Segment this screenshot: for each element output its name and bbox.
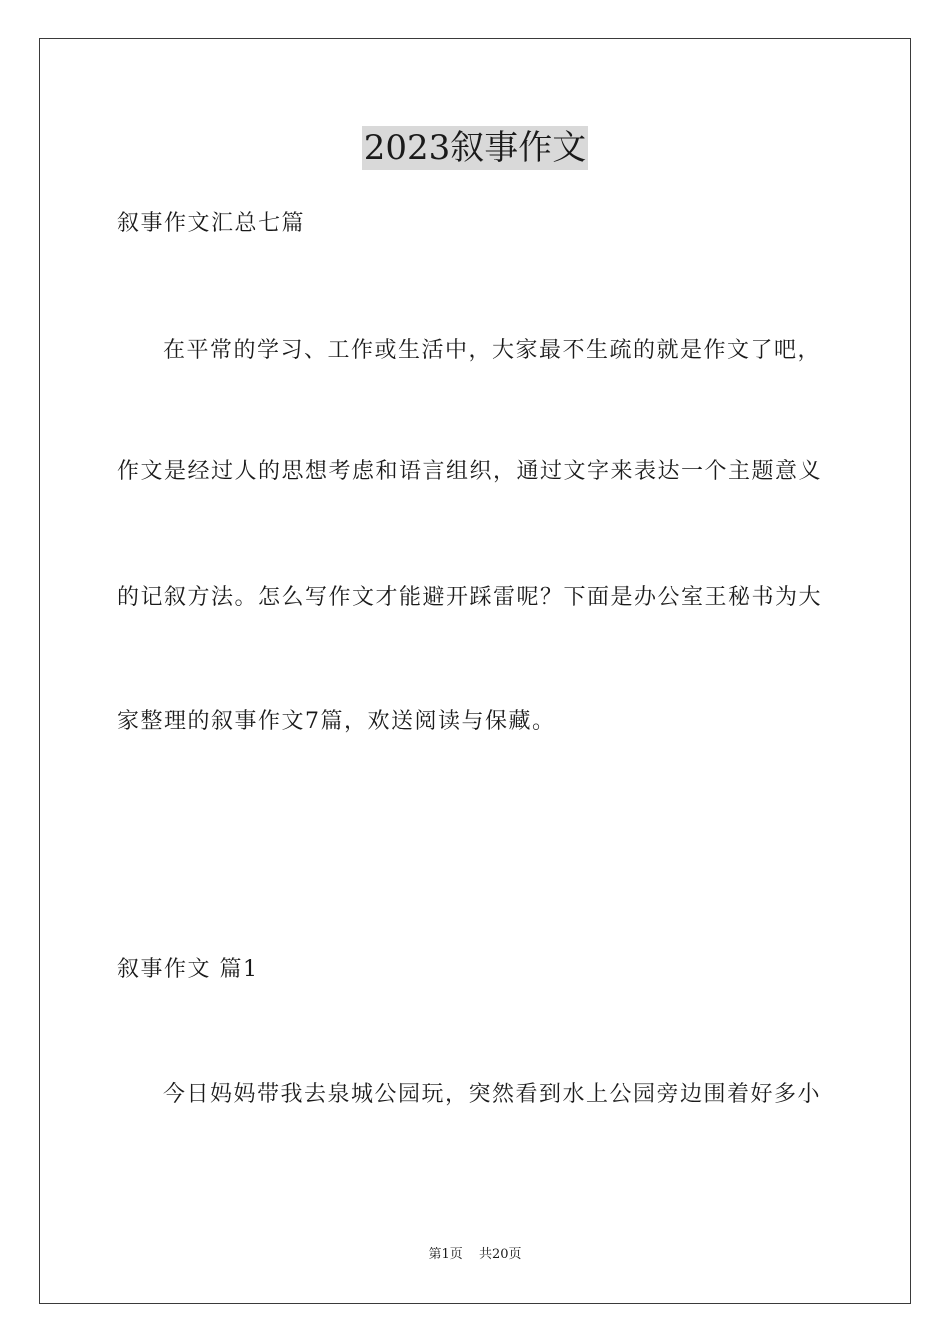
section-paragraph-line-1: 今日妈妈带我去泉城公园玩，突然看到水上公园旁边围着好多小 <box>163 1082 822 1107</box>
paragraph-line-4: 家整理的叙事作文7篇，欢送阅读与保藏。 <box>117 709 556 734</box>
page-footer <box>0 1246 950 1264</box>
title-container <box>0 126 950 170</box>
document-subtitle: 叙事作文汇总七篇 <box>117 211 306 236</box>
document-title: 2023叙事作文 <box>363 128 587 168</box>
page-number-total: 共20页 <box>478 1247 522 1262</box>
page-number-current: 第1页 <box>428 1247 463 1262</box>
paragraph-line-1: 在平常的学习、工作或生活中，大家最不生疏的就是作文了吧， <box>163 338 822 363</box>
paragraph-line-3: 的记叙方法。怎么写作文才能避开踩雷呢？下面是办公室王秘书为大 <box>117 585 823 610</box>
paragraph-line-2: 作文是经过人的思想考虑和语言组织，通过文字来表达一个主题意义 <box>117 459 823 484</box>
section-heading: 叙事作文 篇1 <box>117 957 259 982</box>
